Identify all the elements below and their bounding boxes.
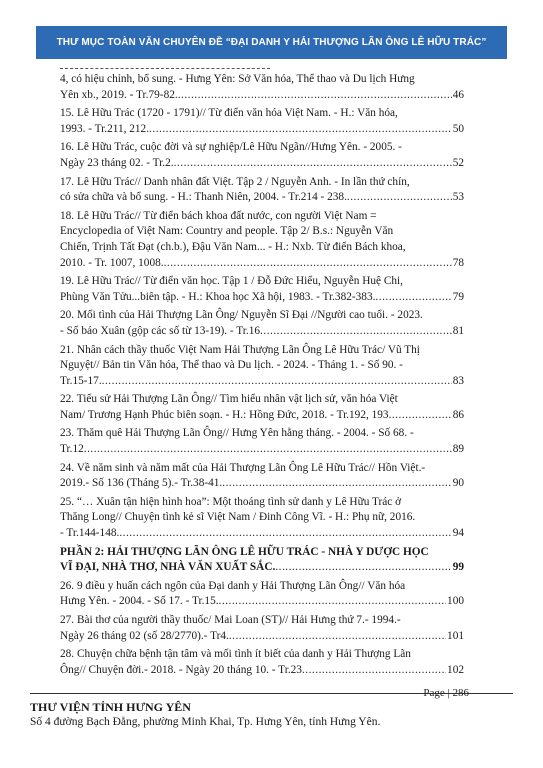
dot-leader: [119, 526, 451, 542]
entry-page-number: 101: [447, 629, 464, 642]
entry-text: Tr.15-17.: [60, 374, 102, 387]
dot-leader: [260, 324, 452, 340]
bibliography-entry: [60, 140, 464, 171]
header-divider: [60, 68, 270, 69]
entry-line: [60, 545, 464, 561]
entry-text: Tr.12: [60, 443, 84, 456]
dot-leader: [389, 408, 452, 424]
bibliography-entry: [60, 209, 464, 271]
entry-line: [60, 175, 464, 191]
entry-text: Hưng Yên. - 2004. - Số 17. - Tr.15.: [60, 595, 219, 608]
entry-line: [60, 256, 464, 272]
entry-line: [60, 442, 464, 458]
entry-line: [60, 274, 464, 290]
entry-page-number: 86: [452, 408, 464, 421]
library-address: Số 4 đường Bạch Đằng, phường Minh Khai, Tp. Hưng Yên, tỉnh Hưng Yên.: [30, 716, 381, 728]
entry-line: [60, 122, 464, 138]
entry-text: 1993. - Tr.211, 212.: [60, 122, 150, 135]
dot-leader: [219, 594, 447, 610]
entry-text: 21. Nhân cách thầy thuốc Việt Nam Hải Thượng Lãn Ông Lê Hữu Trác/ Vũ Thị: [60, 343, 420, 356]
entry-text: PHẦN 2: HẢI THƯỢNG LÃN ÔNG LÊ HỮU TRÁC - NHÀ Y DƯỢC HỌC: [60, 545, 429, 558]
entry-text: 19. Lê Hữu Trác// Từ điển văn học. Tập 1 / Đỗ Đức Hiểu, Nguyễn Huệ Chi,: [60, 275, 403, 288]
bibliography-entry: [60, 72, 464, 103]
bibliography-entry: [60, 579, 464, 610]
entry-line: [60, 461, 464, 477]
entry-page-number: 81: [452, 324, 464, 337]
entry-text: Phùng Văn Tửu...biên tập. - H.: Khoa học Xã hội, 1983. - Tr.382-383.: [60, 290, 376, 303]
entry-line: [60, 308, 464, 324]
entry-line: [60, 224, 464, 240]
bibliography-entry: [60, 426, 464, 457]
entry-text: 26. 9 điều y huấn cách ngôn của Đại danh y Hải Thượng Lãn Ông// Văn hóa: [60, 579, 406, 592]
entry-page-number: 102: [447, 663, 464, 676]
dot-leader: [149, 122, 452, 138]
entry-line: [60, 106, 464, 122]
entry-page-number: 90: [452, 477, 464, 490]
entry-text: - Tr.144-148.: [60, 527, 120, 540]
entry-line: [60, 240, 464, 256]
entry-text: Ngày 26 tháng 02 (số 28/2770).- Tr4.: [60, 629, 229, 642]
entry-page-number: 89: [452, 443, 464, 456]
bibliography-entry: [60, 392, 464, 423]
header-banner: THƯ MỤC TOÀN VĂN CHUYÊN ĐỀ “ĐẠI DANH Y HẢI THƯỢNG LÃN ÔNG LÊ HỮU TRÁC”: [36, 26, 507, 59]
entry-text: 2019.- Số 136 (Tháng 5).- Tr.38-41.: [60, 477, 223, 490]
entry-text: VĨ ĐẠI, NHÀ THƠ, NHÀ VĂN XUẤT SẮC.: [60, 561, 276, 574]
entry-line: [60, 647, 464, 663]
entry-text: 20. Mối tình của Hải Thượng Lãn Ông/ Nguyễn Sĩ Đại //Người cao tuổi. - 2023.: [60, 309, 423, 322]
entry-line: [60, 88, 464, 104]
bibliography-entry: [60, 343, 464, 390]
dot-leader: [84, 442, 452, 458]
entry-page-number: 99: [452, 561, 464, 574]
entry-text: Ông// Chuyện đời.- 2018. - Ngày 20 tháng 10. - Tr.23: [60, 663, 302, 676]
entry-page-number: 50: [452, 122, 464, 135]
entry-page-number: 94: [452, 527, 464, 540]
entry-text: Ngày 23 tháng 02. - Tr.2.: [60, 156, 174, 169]
entry-text: 23. Thăm quê Hải Thượng Lãn Ông// Hưng Yên hằng tháng. - 2004. - Số 68. -: [60, 427, 414, 440]
entry-line: [60, 290, 464, 306]
entry-line: [60, 495, 464, 511]
entry-text: Thăng Long// Chuyện tình kẻ sĩ Việt Nam / Đinh Công Vĩ. - H.: Phụ nữ, 2016.: [60, 511, 416, 524]
entry-page-number: 79: [452, 290, 464, 303]
dot-leader: [102, 374, 452, 390]
entry-line: [60, 358, 464, 374]
entry-line: [60, 190, 464, 206]
entry-text: 28. Chuyện chữa bệnh tận tâm và mối tình ít biết của danh y Hải Thượng Lãn: [60, 648, 411, 661]
entry-line: [60, 324, 464, 340]
entry-text: 2010. - Tr. 1007, 1008.: [60, 256, 164, 269]
entry-page-number: 52: [452, 156, 464, 169]
entry-line: [60, 343, 464, 359]
entry-page-number: 46: [452, 88, 464, 101]
dot-leader: [375, 290, 451, 306]
entry-page-number: 78: [452, 256, 464, 269]
entry-line: [60, 426, 464, 442]
bibliography-entry: [60, 647, 464, 678]
entry-text: 18. Lê Hữu Trác// Từ điển bách khoa đất nước, con người Việt Nam =: [60, 209, 377, 222]
entry-text: 17. Lê Hữu Trác// Danh nhân đất Việt. Tập 2 / Nguyễn Anh. - In lần thứ chín,: [60, 175, 410, 188]
entry-text: - Số báo Xuân (gộp các số từ 13-19). - Tr.16: [60, 324, 261, 337]
entry-page-number: 83: [452, 374, 464, 387]
bibliography-entry: [60, 461, 464, 492]
entry-line: [60, 613, 464, 629]
entry-line: [60, 663, 464, 679]
entry-line: [60, 579, 464, 595]
entry-line: [60, 526, 464, 542]
entry-line: [60, 476, 464, 492]
entry-line: [60, 510, 464, 526]
entry-line: [60, 156, 464, 172]
dot-leader: [302, 663, 446, 679]
entry-text: có sửa chữa và bổ sung. - H.: Thanh Niên, 2004. - Tr.214 - 238.: [60, 191, 347, 204]
entry-line: [60, 72, 464, 88]
entry-line: [60, 594, 464, 610]
dot-leader: [347, 190, 452, 206]
bibliography-entry: [60, 613, 464, 644]
entry-text: 25. “… Xuân tận hiện hình hoa”: Một thoáng tình sử danh y Lê Hữu Trác ở: [60, 495, 402, 508]
entry-text: 15. Lê Hữu Trác (1720 - 1791)// Từ điển văn hóa Việt Nam. - H.: Văn hóa,: [60, 107, 398, 120]
entry-line: [60, 140, 464, 156]
entry-text: Encyclopedia of Việt Nam: Country and people. Tập 2/ B.s.: Nguyễn Văn: [60, 225, 394, 238]
entry-text: Chiến, Trịnh Tất Đạt (ch.b.), Đậu Văn Nam... - H.: Nxb. Từ điển Bách khoa,: [60, 240, 406, 253]
library-name: THƯ VIỆN TỈNH HƯNG YÊN: [30, 700, 191, 714]
dot-leader: [229, 629, 446, 645]
entry-line: [60, 560, 464, 576]
entry-page-number: 100: [447, 595, 464, 608]
entry-text: 27. Bài thơ của người thầy thuốc/ Mai Loan (ST)// Hải Hưng thứ 7.- 1994.-: [60, 614, 401, 626]
entry-text: 22. Tiểu sử Hải Thượng Lãn Ông// Tìm hiểu nhân vật lịch sử, văn hóa Việt: [60, 393, 398, 406]
entry-line: [60, 209, 464, 225]
entry-line: [60, 408, 464, 424]
bibliography-entry: [60, 106, 464, 137]
entry-text: 24. Về năm sinh và năm mất của Hải Thượng Lãn Ông Lê Hữu Trác// Hồn Việt.-: [60, 461, 426, 474]
entry-line: [60, 629, 464, 645]
entry-text: Nguyệt// Bản tin Văn hóa, Thể thao và Du lịch. - 2024. - Tháng 1. - Số 90. -: [60, 359, 403, 372]
entry-line: [60, 374, 464, 390]
entry-text: Nam/ Trương Hạnh Phúc biên soạn. - H.: Hồng Đức, 2018. - Tr.192, 193: [60, 408, 389, 421]
dot-leader: [164, 256, 452, 272]
section-heading: [60, 545, 464, 576]
entry-text: Yên xb., 2019. - Tr.79-82.: [60, 88, 178, 101]
bibliography-entry: [60, 175, 464, 206]
dot-leader: [178, 88, 452, 104]
entry-page-number: 53: [452, 191, 464, 204]
bibliography-entry: [60, 308, 464, 339]
entry-line: [60, 392, 464, 408]
dot-leader: [275, 560, 451, 576]
bibliography-entry: [60, 274, 464, 305]
entry-text: 4, có hiệu chỉnh, bổ sung. - Hưng Yên: Sở Văn hóa, Thể thao và Du lịch Hưng: [60, 73, 415, 85]
bibliography-list: [60, 72, 464, 681]
page-number: Page | 286: [423, 687, 469, 699]
bibliography-entry: [60, 495, 464, 542]
dot-leader: [222, 476, 451, 492]
entry-text: 16. Lê Hữu Trác, cuộc đời và sự nghiệp/Lê Hữu Ngãn//Hưng Yên. - 2005. -: [60, 141, 402, 154]
dot-leader: [174, 156, 452, 172]
